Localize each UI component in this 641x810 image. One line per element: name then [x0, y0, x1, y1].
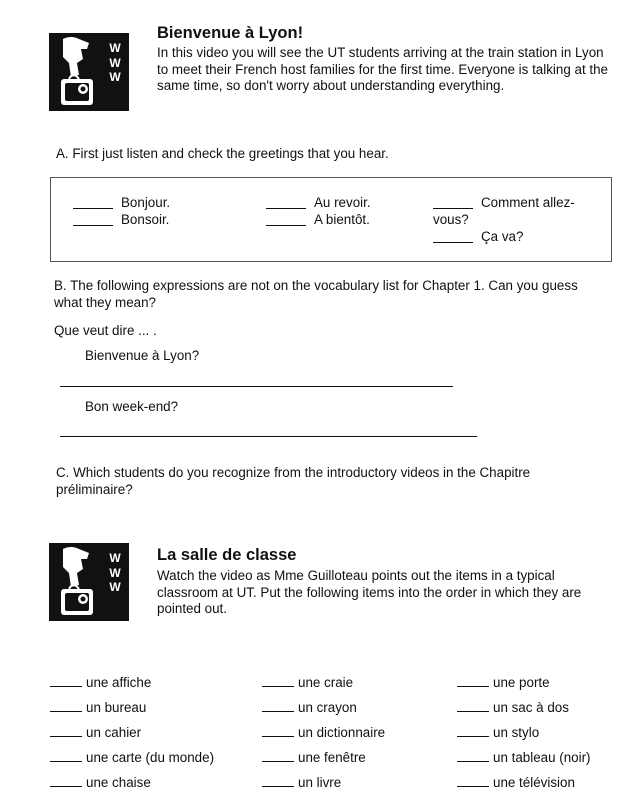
- list-item: [457, 750, 591, 765]
- blank-au-revoir[interactable]: [266, 208, 306, 209]
- section1-title: Bienvenue à Lyon!: [157, 24, 304, 42]
- greeting-ca-va: Ça va?: [481, 229, 524, 244]
- list-item: [262, 750, 366, 765]
- list-item: [50, 675, 151, 690]
- answer-line-bon-week-end[interactable]: [60, 436, 477, 437]
- order-blank[interactable]: [262, 727, 294, 737]
- item-label: une affiche: [86, 675, 152, 690]
- item-label: un dictionnaire: [298, 725, 386, 740]
- item-label: un livre: [298, 775, 342, 790]
- order-blank[interactable]: [50, 752, 82, 762]
- item-label: un stylo: [493, 725, 540, 740]
- order-blank[interactable]: [50, 777, 82, 787]
- blank-a-bientot[interactable]: [266, 225, 306, 226]
- item-label: une chaise: [86, 775, 151, 790]
- order-blank[interactable]: [457, 727, 489, 737]
- list-item: [50, 775, 151, 790]
- list-item: [457, 675, 550, 690]
- blank-bonjour[interactable]: [73, 208, 113, 209]
- section1-intro: In this video you will see the UT students arriving at the train station in Lyon to meet their French host families for the first time. Everyone is talking at the same time, so don't worry about understanding everything.: [157, 45, 609, 93]
- item-label: un tableau (noir): [493, 750, 591, 765]
- www-logo: [49, 33, 129, 111]
- order-blank[interactable]: [457, 677, 489, 687]
- part-b-instruction: B. The following expressions are not on the vocabulary list for Chapter 1. Can you guess what they mean?: [54, 278, 578, 310]
- list-item: [262, 700, 357, 715]
- list-item: [50, 725, 141, 740]
- expression-bienvenue: Bienvenue à Lyon?: [85, 348, 200, 363]
- www-label: W W W: [109, 41, 121, 84]
- item-label: une carte (du monde): [86, 750, 215, 765]
- part-b-prompt: Que veut dire ... .: [54, 323, 157, 338]
- greeting-au-revoir: Au revoir.: [314, 195, 371, 210]
- order-blank[interactable]: [50, 677, 82, 687]
- section2-title: La salle de classe: [157, 546, 297, 564]
- answer-line-bienvenue[interactable]: [60, 386, 453, 387]
- item-label: une porte: [493, 675, 550, 690]
- part-a-instruction: A. First just listen and check the greetings that you hear.: [56, 146, 389, 161]
- list-item: [457, 725, 539, 740]
- list-item: [457, 700, 569, 715]
- order-blank[interactable]: [262, 777, 294, 787]
- section2-intro: Watch the video as Mme Guilloteau points out the items in a typical classroom at UT. Put the following items into the order in which they are pointed out.: [157, 568, 582, 616]
- item-label: un sac à dos: [493, 700, 569, 715]
- order-blank[interactable]: [262, 752, 294, 762]
- blank-ca-va[interactable]: [433, 242, 473, 243]
- list-item: [262, 675, 353, 690]
- blank-comment-allez-vous[interactable]: [433, 208, 473, 209]
- greeting-bonjour: Bonjour.: [121, 195, 171, 210]
- list-item: [457, 775, 575, 790]
- greeting-a-bientot: A bientôt.: [314, 212, 370, 227]
- www-label: W W W: [109, 551, 121, 594]
- list-item: [50, 750, 214, 765]
- part-c-instruction: C. Which students do you recognize from the introductory videos in the Chapitre préliminaire?: [56, 465, 531, 497]
- expression-bon-week-end: Bon week-end?: [85, 399, 179, 414]
- item-label: un crayon: [298, 700, 357, 715]
- order-blank[interactable]: [457, 752, 489, 762]
- blank-bonsoir[interactable]: [73, 225, 113, 226]
- order-blank[interactable]: [50, 727, 82, 737]
- list-item: [262, 725, 385, 740]
- item-label: une fenêtre: [298, 750, 366, 765]
- greeting-comment-allez: Comment allez-: [481, 195, 575, 210]
- www-logo-2: [49, 543, 129, 621]
- greeting-bonsoir: Bonsoir.: [121, 212, 170, 227]
- item-label: un cahier: [86, 725, 142, 740]
- order-blank[interactable]: [262, 677, 294, 687]
- order-blank[interactable]: [50, 702, 82, 712]
- item-label: un bureau: [86, 700, 147, 715]
- item-label: une craie: [298, 675, 354, 690]
- order-blank[interactable]: [262, 702, 294, 712]
- item-label: une télévision: [493, 775, 575, 790]
- greeting-vous: vous?: [433, 212, 469, 227]
- list-item: [50, 700, 146, 715]
- list-item: [262, 775, 341, 790]
- order-blank[interactable]: [457, 777, 489, 787]
- order-blank[interactable]: [457, 702, 489, 712]
